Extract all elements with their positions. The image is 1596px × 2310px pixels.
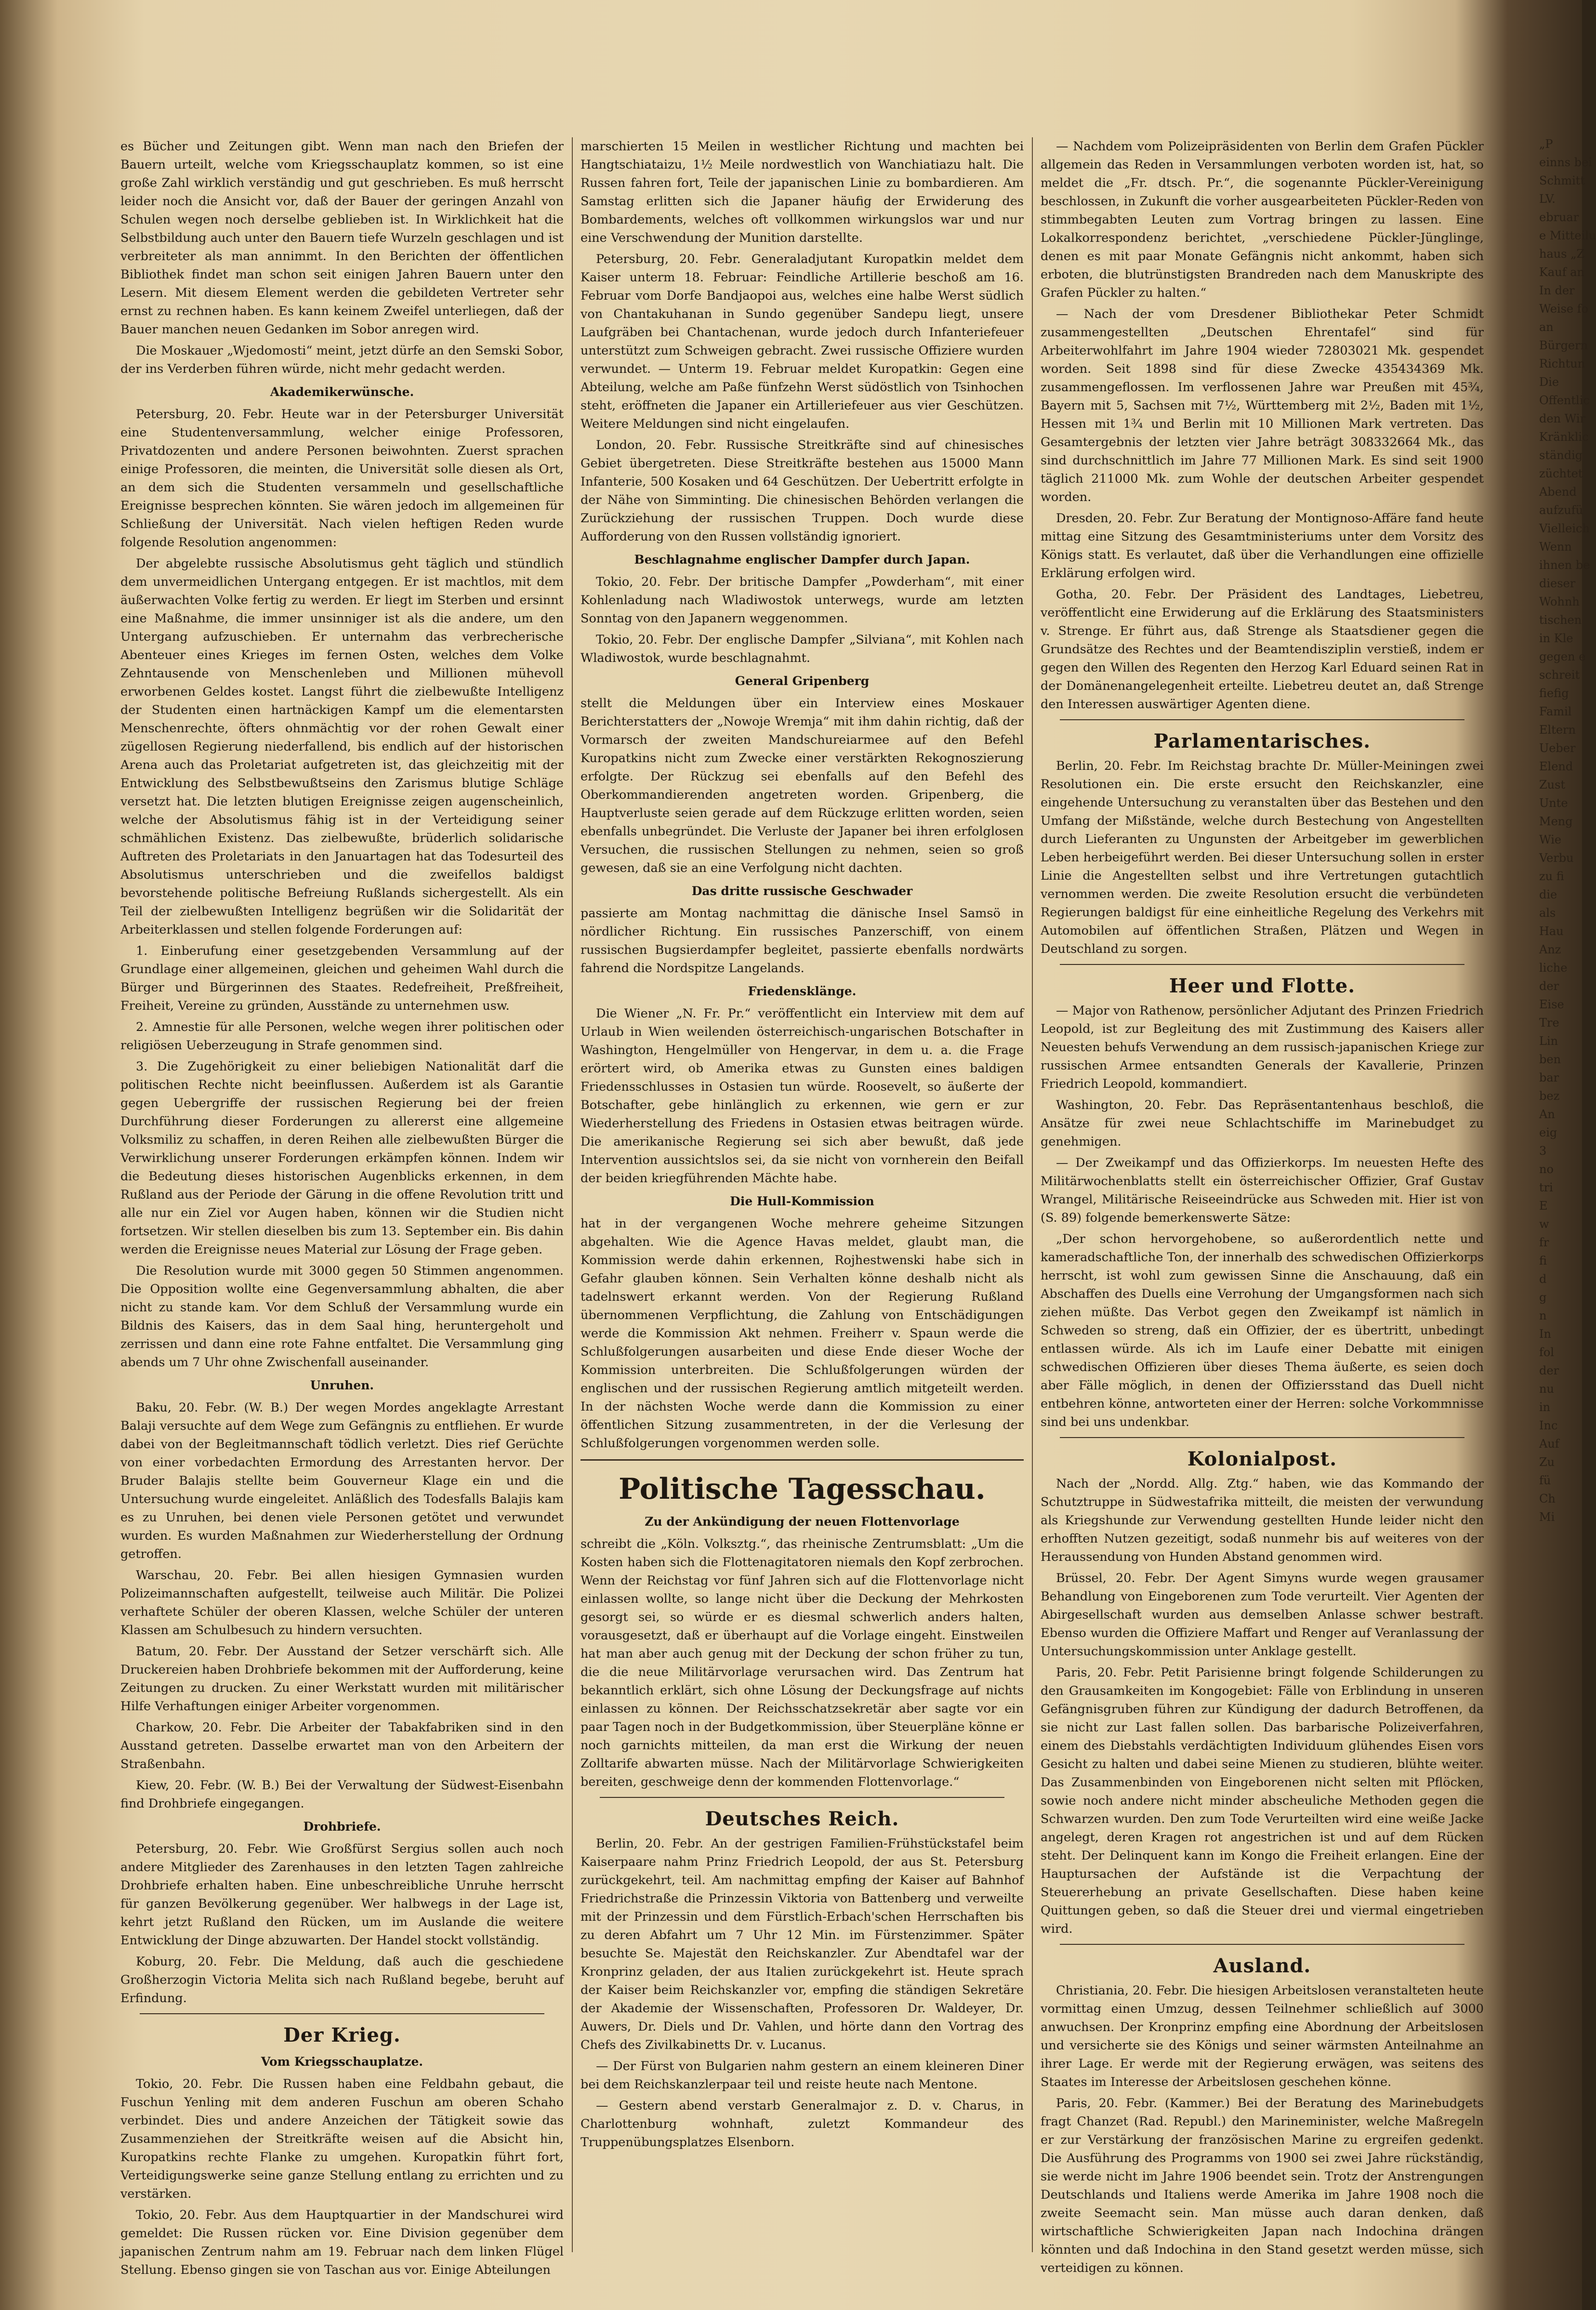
paragraph: Tokio, 20. Febr. Die Russen haben eine Feldbahn gebaut, die Fuschun Yenling mit dem anderen Fuschun am oberen Schaho verbindet. Dies und andere Anzeichen der Tätigkeit sowie das Zusammenziehen der Streitkräfte weisen auf die Absicht hin, Kuropatkins rechte Flanke zu umgehen. Kuropatkin führt fort, Verteidigungswerke seine ganze Stellung entlang zu errichten und zu verstärken. (120, 2077, 564, 2201)
subheading-beschlagnahme: Beschlagnahme englischer Dampfer durch Japan. (634, 553, 970, 567)
adjacent-page-line: e Mitteilu (1539, 229, 1596, 242)
subheading-hull-kommission: Die Hull-Kommission (730, 1194, 874, 1208)
adjacent-page-line: In der (1539, 284, 1575, 297)
paragraph: Paris, 20. Febr. Petit Parisienne bringt folgende Schilderungen zu den Grausamkeiten im Kongogebiet: Fälle von Erblindung in unseren Gefängnisgruben führen zur Kündigung der dadurch Betroffenen, da sie nicht zur Last fallen sollen. Das barbarische Polizeiverfahren, einem des Diebstahls verdächtigten Individuum glühendes Eisen vors Gesicht zu halten und dabei seine Mienen zu studieren, blühte weiter. Das Zusammenbinden von Eingeborenen nicht selten mit Pflöcken, sowie noch andere nicht minder abscheuliche Methoden gegen die Schwarzen wurden. Den zum Tode Verurteilten wird eine weiße Jacke angelegt, deren Kragen rot angestrichen ist und auf dem Rücken steht. Der Delinquent kann im Kongo die Freiheit erlangen. Eine der Hauptursachen der Aufstände ist die Verpachtung der Steuererhebung an private Gesellschaften. Diese haben keine Quittungen geben, so daß die Steuer drei und viermal eingetrieben wird. (1041, 1665, 1484, 1936)
adjacent-page-line: Richtun (1539, 357, 1585, 370)
paragraph: — Nachdem vom Polizeipräsidenten von Berlin dem Grafen Pückler allgemein das Reden in Versammlungen verboten worden ist, hat, so meldet die „Fr. dtsch. Pr.“, die sogenannte Pückler-Vereinigung beschlossen, in Zukunft die vorher ausgearbeiteten Pückler-Reden von stimmbegabten Leuten zum Vortrag bringen zu lassen. Eine Lokalkorrespondenz berichtet, „verschiedene Pückler-Jünglinge, denen es mit paar Monate Gefängnis nicht ankommt, haben sich erboten, die blutrünstigsten Brandreden nach dem Manuskripte des Grafen Pückler zu halten.“ (1041, 139, 1484, 300)
adjacent-page-line: Ueber (1539, 741, 1576, 755)
paragraph: „Der schon hervorgehobene, so außerordentlich nette und kameradschaftliche Ton, der innerhalb des schwedischen Offizierkorps herrscht, ist wohl zum gewissen Sinne die Anschauung, daß ein Abschaffen des Duells eine Verrohung der Umgangsformen nach sich ziehen müßte. Das Verbot gegen den Zweikampf ist nämlich in Schweden so streng, daß ein Offizier, der es übertritt, unbedingt entlassen würde. Als ich im Laufe einer Debatte mit einigen schwedischen Offizieren über dieses Thema äußerte, es seien doch aber Fälle möglich, in denen der Offiziersstand das Duell nicht entbehren könne, antworteten einer der Herren: solche Vorkommnisse sind bei uns undenkbar. (1041, 1232, 1484, 1429)
paragraph: — Major von Rathenow, persönlicher Adjutant des Prinzen Friedrich Leopold, ist zur Begleitung des mit Zustimmung des Kaisers aller Neuesten behufs Verwendung an dem russisch-japanischen Kriege zur russischen Armee entsandten Generals der Kavallerie, Prinzen Friedrich Leopold, kommandiert. (1041, 1003, 1484, 1091)
adjacent-page-line: In (1539, 1327, 1551, 1341)
paragraph: — Der Fürst von Bulgarien nahm gestern an einem kleineren Diner bei dem Reichskanzlerpaar teil und reiste heute nach Mentone. (580, 2059, 1024, 2092)
adjacent-page-line: bar (1539, 1071, 1559, 1084)
paragraph: Charkow, 20. Febr. Die Arbeiter der Tabakfabriken sind in den Ausstand getreten. Dasselbe erwartet man von den Arbeitern der Straßenbahn. (120, 1720, 564, 1771)
adjacent-page-line: Kränklic (1539, 430, 1589, 444)
section-heading-kolonialpost: Kolonialpost. (1187, 1448, 1337, 1470)
adjacent-page-line: Wie (1539, 833, 1562, 846)
adjacent-page-line: Vielleich (1539, 522, 1590, 535)
adjacent-page-line: An (1539, 1108, 1555, 1121)
paragraph: 3. Die Zugehörigkeit zu einer beliebigen Nationalität darf die politischen Rechte nicht beeinflussen. Außerdem ist als Garantie gegen Uebergriffe der russischen Regierung bei der freien Durchführung dieser Forderungen zu allererst eine allgemeine Volksmiliz zu schaffen, in deren Reihen alle zielbewußten Bürger die Verwirklichung unserer Forderungen erkämpfen können. Indem wir die Bedeutung dieses historischen Augenblicks erkennen, in dem Rußland aus der Periode der Gärung in die offene Revolution tritt und alle nur ein Ziel vor Augen haben, können wir die Studien nicht fortsetzen. Wir stellen dieselben bis zum 13. September ein. Bis dahin werden die Ereignisse neues Material zur Lösung der Frage geben. (120, 1059, 564, 1257)
adjacent-page-line: Zu (1539, 1455, 1555, 1469)
divider (580, 1459, 1024, 1461)
paragraph: 1. Einberufung einer gesetzgebenden Versammlung auf der Grundlage einer allgemeinen, gleichen und geheimen Wahl durch die Bürger und Bürgerinnen des Staates. Redefreiheit, Preßfreiheit, Freiheit, Vereine zu gründen, Ausstände zu unternehmen usw. (120, 944, 564, 1013)
adjacent-page-line: in (1539, 1400, 1551, 1414)
paragraph: Kiew, 20. Febr. (W. B.) Bei der Verwaltung der Südwest-Eisenbahn find Drohbriefe eingegangen. (120, 1778, 564, 1811)
paragraph: Petersburg, 20. Febr. Heute war in der Petersburger Universität eine Studentenversammlung, welcher einige Professoren, Privatdozenten und andere Personen beiwohnten. Zuerst sprachen einige Professoren, die meinten, die Universität solle diesen als Ort, an dem sich die Studenten versammeln und gesellschaftliche Ereignisse besprechen könnten. Sie wären jedoch im allgemeinen für Schließung der Universität. Nach vielen heftigen Reden wurde folgende Resolution angenommen: (120, 407, 564, 550)
section-heading-politische-tagesschau: Politische Tagesschau. (619, 1472, 986, 1506)
subheading-drohbriefe: Drohbriefe. (303, 1820, 381, 1834)
adjacent-page-line: nu (1539, 1382, 1554, 1396)
section-heading-heer-und-flotte: Heer und Flotte. (1169, 975, 1356, 997)
adjacent-page-line: züchtet (1539, 467, 1583, 480)
section-heading-parlamentarisches: Parlamentarisches. (1153, 730, 1371, 752)
adjacent-page-line: Zust (1539, 778, 1566, 792)
adjacent-page-line: LV. (1539, 192, 1556, 206)
adjacent-page-line: Tre (1539, 1016, 1559, 1030)
adjacent-page-line: n (1539, 1309, 1547, 1322)
adjacent-page-line: der (1539, 1364, 1559, 1377)
adjacent-page-line: Weise fo (1539, 302, 1589, 316)
adjacent-page-line: E (1539, 1199, 1548, 1213)
adjacent-page-line: Verbu (1539, 851, 1574, 865)
paragraph: Der abgelebte russische Absolutismus geht täglich und stündlich dem unvermeidlichen Untergang entgegen. Er ist machtlos, mit dem äußerwachten Volke fertig zu werden. Er liegt im Sterben und ersinnt eine Maßnahme, die immer unsinniger ist als die andere, um den Untergang aufzuschieben. Er unternahm das verbrecherische Abenteuer eines Krieges im fernen Osten, welches dem Volke Zehntausende von Menschenleben und Millionen mühevoll erworbenen Geldes kostet. Langst führt die zielbewußte Intelligenz der Studenten einen hartnäckigen Kampf um die elementarsten Menschenrechte, öfters ohnmächtig vor der rohen Gewalt einer zügellosen Regierung niederfallend, bis endlich auf der historischen Arena auch das Proletariat aufgetreten ist, das gleichzeitig mit der Entwicklung des Selbstbewußtseins den Zarismus blutige Schläge versetzt hat. Die letzten blutigen Ereignisse zeigen augenscheinlich, welche der Absolutismus fähig ist in der Verteidigung seiner schmählichen Existenz. Das zielbewußte, brüderlich solidarische Auftreten des Proletariats in den Januartagen hat das Todesurteil des Absolutismus unterschrieben und die zweifellos baldigst bevorstehende politische Befreiung Rußlands sichergestellt. Als ein Teil der zielbewußten Intelligenz begrüßen wir die Solidarität der Arbeiterklassen und stellen folgende Forderungen auf: (120, 556, 564, 937)
adjacent-page-line: Die (1539, 375, 1559, 389)
adjacent-page-line: dieser (1539, 577, 1576, 590)
divider (1060, 719, 1464, 720)
adjacent-page-fragment (1539, 135, 1596, 2264)
paragraph: stellt die Meldungen über ein Interview eines Moskauer Berichterstatters der „Nowoje Wremja“ mit ihm dahin richtig, daß der Vormarsch der zweiten Mandschureiarmee auf den Befehl Kuropatkins nicht zum Zwecke einer verstärkten Rekognoszierung erfolgte. Der Rückzug sei ebenfalls auf den Befehl des Oberkommandierenden angetreten worden. Gripenberg, die Hauptverluste seien gerade auf dem Rückzuge erlitten worden, seien ebenfalls unbegründet. Die Verluste der Japaner bei ihren erfolglosen Versuchen, die russischen Stellungen zu nehmen, seien so groß gewesen, daß sie an eine Verfolgung nicht dachten. (580, 696, 1024, 875)
paragraph: Tokio, 20. Febr. Der britische Dampfer „Powderham“, mit einer Kohlenladung nach Wladiwostok unterwegs, wurde am letzten Sonntag von den Japanern weggenommen. (580, 575, 1024, 626)
paragraph: 2. Amnestie für alle Personen, welche wegen ihrer politischen oder religiösen Ueberzeugung in Strafe genommen sind. (120, 1020, 564, 1053)
adjacent-page-line: der (1539, 979, 1559, 993)
adjacent-page-line: fü (1539, 1474, 1551, 1487)
subheading-unruhen: Unruhen. (310, 1378, 374, 1392)
adjacent-page-line: Lin (1539, 1034, 1558, 1048)
section-heading-krieg: Der Krieg. (283, 2024, 401, 2046)
adjacent-page-line: Ch (1539, 1492, 1556, 1505)
paragraph: marschierten 15 Meilen in westlicher Richtung und machten bei Hangtschiataizu, 1½ Meile nordwestlich von Wanchiatiazu halt. Die Russen fahren fort, Teile der japanischen Linie zu bombardieren. Am Samstag erlitten sich die Japaner häufig der Erwiderung des Bombardements, welches oft vollkommen wirkungslos war und nur eine Verschwendung der Munition darstellte. (580, 139, 1024, 245)
adjacent-page-line: Abend (1539, 485, 1577, 499)
adjacent-page-line: ihnen be (1539, 558, 1590, 572)
adjacent-page-line: Eise (1539, 998, 1564, 1011)
adjacent-page-line: w (1539, 1217, 1549, 1231)
divider (1060, 1944, 1464, 1945)
paragraph: Berlin, 20. Febr. Im Reichstag brachte Dr. Müller-Meiningen zwei Resolutionen ein. Die erste ersucht den Reichskanzler, eine eingehende Untersuchung zu veranstalten über das Bestehen und den Umfang der Mißstände, welche durch Bestechung von Angestellten durch Lieferanten zu Ungunsten der Arbeitgeber im gewerblichen Leben herbeigeführt werden. Bei dieser Untersuchung sollen in erster Linie die Angestellten selbst und ihre Vertretungen gutachtlich vernommen werden. Die zweite Resolution ersucht die verbündeten Regierungen baldigst für eine einheitliche Regelung des Verkehrs mit Automobilen auf öffentlichen Straßen, Plätzen und Wegen in Deutschland zu sorgen. (1041, 759, 1484, 956)
adjacent-page-line: Unte (1539, 796, 1568, 810)
adjacent-page-line: ben (1539, 1053, 1561, 1066)
paragraph: Christiania, 20. Febr. Die hiesigen Arbeitslosen veranstalteten heute vormittag einen Umzug, dessen Teilnehmer schließlich auf 3000 anwuchsen. Der Kronprinz empfing eine Abordnung der Arbeitslosen und versicherte sie des Königs und seiner wärmsten Anteilnahme an ihrer Lage. Er werde mit der Regierung erwägen, was seitens des Staates im Interesse der Arbeitslosen geschehen könne. (1041, 1983, 1484, 2089)
subheading-gripenberg: General Gripenberg (735, 674, 870, 688)
paragraph: Die Moskauer „Wjedomosti“ meint, jetzt dürfe an den Semski Sobor, der ins Verderben führen würde, nicht mehr gedacht werden. (120, 343, 564, 376)
subheading-kriegsschauplatz: Vom Kriegsschauplatze. (261, 2055, 423, 2069)
adjacent-page-line: no (1539, 1162, 1554, 1176)
paragraph: — Der Zweikampf und das Offizierkorps. Im neuesten Hefte des Militärwochenblatts stellt ein österreichischer Offizier, Graf Gustav Wrangel, Militärische Reiseeindrücke aus Schweden mit. Hier ist von (S. 89) folgende bemerkenswerte Sätze: (1041, 1156, 1484, 1225)
adjacent-page-line: gegen e (1539, 650, 1586, 663)
paragraph: hat in der vergangenen Woche mehrere geheime Sitzungen abgehalten. Wie die Agence Havas meldet, glaubt man, die Kommission werde dahin erkennen, Rojhestwenski habe sich in Gefahr glauben können. Sein Verhalten könne deshalb nicht als tadelnswert erkannt werden. Von der Regierung Rußland übernommenen Verpflichtung, die Zahlung von Entschädigungen werde die Kommission Akt nehmen. Freiherr v. Spaun werde die Schlußfolgerungen ausarbeiten und diese Ende dieser Woche der Kommission unterbreiten. Die Schlußfolgerungen würden der englischen und der russischen Regierung amtlich mitgeteilt werden. In der nächsten Woche werde dann die Kommission zu einer öffentlichen Sitzung zusammentreten, in der die Verlesung der Schlußfolgerungen vorgenommen werden solle. (580, 1216, 1024, 1451)
adjacent-page-line: die (1539, 888, 1557, 901)
adjacent-page-line: fiefig (1539, 686, 1569, 700)
adjacent-page-line: eig (1539, 1126, 1557, 1139)
adjacent-page-line: 3 (1539, 1144, 1547, 1158)
adjacent-page-line: bez (1539, 1089, 1560, 1103)
paragraph: — Gestern abend verstarb Generalmajor z. D. v. Charus, in Charlottenburg wohnhaft, zuletzt Kommandeur des Truppenübungsplatzes Elsenborn. (580, 2099, 1024, 2150)
adjacent-page-line: Elend (1539, 760, 1573, 773)
subheading-flottenvorlage: Zu der Ankündigung der neuen Flottenvorlage (645, 1515, 960, 1529)
divider (600, 1797, 1004, 1798)
paragraph: Dresden, 20. Febr. Zur Beratung der Montignoso-Affäre fand heute mittag eine Sitzung des Gesamtministeriums unter dem Vorsitz des Königs statt. Es verlautet, daß über die Verhandlungen eine offizielle Erklärung erfolgen wird. (1041, 511, 1484, 581)
adjacent-page-line: fi (1539, 1254, 1547, 1267)
column-1 (120, 137, 564, 2277)
adjacent-page-line: ebruar (1539, 211, 1579, 224)
subheading-akademikerwuensche: Akademikerwünsche. (270, 385, 414, 399)
adjacent-page-line: g (1539, 1291, 1547, 1304)
newspaper-sheet (120, 137, 1484, 2277)
adjacent-page-line: Famil (1539, 705, 1572, 718)
paragraph: Baku, 20. Febr. (W. B.) Der wegen Mordes angeklagte Arrestant Balaji versuchte auf dem Wege zum Gefängnis zu entfliehen. Er wurde dabei von der Begleitmannschaft tödlich verletzt. Dies rief Gerüchte von einer vorbedachten Ermordung des Arrestanten hervor. Der Bruder Balajis stellte beim Gouverneur Klage ein und die Untersuchung wurde eingeleitet. Anläßlich des Todesfalls Balajis kam es zu Unruhen, bei denen viele Personen getötet und verwundet wurden. Es wurden Maßnahmen zur Wiederherstellung der Ordnung getroffen. (120, 1400, 564, 1561)
adjacent-page-line: fol (1539, 1346, 1555, 1359)
paragraph: es Bücher und Zeitungen gibt. Wenn man nach den Briefen der Bauern urteilt, welche vom Kriegsschauplatz kommen, so ist eine große Zahl wirklich verständig und gut geschrieben. Es muß herrscht leider noch die Ansicht vor, daß der Bauer der geringen Anzahl von Schulen wegen noch derselbe geblieben ist. In Wirklichkeit hat die Selbstbildung auch unter den Bauern tiefe Wurzeln geschlagen und ist verbreiteter als man annimmt. In den Berichten der öffentlichen Bibliothek findet man schon seit einigen Jahren Bauern unter den Lesern. Mit diesem Element werden die gebildeten Vertreter sehr ernst zu rechnen haben. Es kann keinem Zweifel unterliegen, daß der Bauer manchen neuen Gedanken im Sobor anregen wird. (120, 139, 564, 337)
adjacent-page-line: fr (1539, 1236, 1549, 1249)
column-rule-2 (1032, 137, 1033, 2252)
adjacent-page-line: Anz (1539, 943, 1561, 956)
paragraph: Berlin, 20. Febr. An der gestrigen Familien-Frühstückstafel beim Kaiserpaare nahm Prinz Friedrich Leopold, der aus St. Petersburg zurückgekehrt, teil. Am nachmittag empfing der Kaiser auf Bahnhof Friedrichstraße die Prinzessin Viktoria von Battenberg und verweilte mit der Prinzessin und dem Fürstlich-Erbach'schen Herrschaften bis zu deren Abfahrt um 7 Uhr 12 Min. im Fürstenzimmer. Später besuchte Se. Majestät den Reichskanzler. Zur Abendtafel war der Kronprinz geladen, der aus Italien zurückgekehrt ist. Heute sprach der Kaiser beim Reichskanzler vor, empfing die ständigen Sekretäre der Akademie der Wissenschaften, Professoren Dr. Waldeyer, Dr. Auwers, Dr. Diels und Dr. Vahlen, und hörte dann den Vortrag des Chefs des Zivilkabinetts Dr. v. Lucanus. (580, 1836, 1024, 2052)
section-heading-ausland: Ausland. (1213, 1954, 1311, 1977)
paragraph: schreibt die „Köln. Volksztg.“, das rheinische Zentrumsblatt: „Um die Kosten haben sich die Flottenagitatoren niemals den Kopf zerbrochen. Wenn der Reichstag vor fünf Jahren sich auf die Flottenvorlage nicht einlassen wollte, so lange nicht über die Deckung der Mehrkosten gesorgt sei, so würde er es diesmal schwerlich anders halten, vorausgesetzt, daß er überhaupt auf die Vorlage eingeht. Einstweilen hat man aber auch genug mit der Deckung der schon früher zu tun, die die neue Militärvorlage verursachen wird. Das Zentrum hat bekanntlich erklärt, sich ohne Lösung der Deckungsfrage auf nichts einlassen zu können. Der Reichsschatzsekretär aber sagte vor ein paar Tagen noch in der Budgetkommission, über Steuerpläne könne er noch garnichts mitteilen, da man erst die Wirkung der neuen Zolltarife abwarten müsse. Nach der Militärvorlage Schwierigkeiten bereiten, geschweige denn der kommenden Flottenvorlage.“ (580, 1537, 1024, 1789)
paragraph: Washington, 20. Febr. Das Repräsentantenhaus beschloß, die Ansätze für zwei neue Schlachtschiffe im Marinebudget zu genehmigen. (1041, 1098, 1484, 1149)
adjacent-page-line: einns bei (1539, 156, 1592, 169)
adjacent-page-line: Offentlic (1539, 394, 1590, 407)
paragraph: Warschau, 20. Febr. Bei allen hiesigen Gymnasien wurden Polizeimannschaften aufgestellt, teilweise auch Militär. Die Polizei verhaftete Schüler der oberen Klassen, welche Schüler der unteren Klassen am Schulbesuch zu hindern versuchten. (120, 1568, 564, 1637)
subheading-friedensklaenge: Friedensklänge. (748, 984, 857, 998)
adjacent-page-line: tischen (1539, 613, 1582, 627)
adjacent-page-line: Hau (1539, 924, 1564, 938)
adjacent-page-line: ständig (1539, 449, 1583, 462)
adjacent-page-line: als (1539, 906, 1556, 920)
column-rule-1 (572, 137, 573, 2252)
adjacent-page-line: liche (1539, 961, 1568, 975)
paragraph: passierte am Montag nachmittag die dänische Insel Samsö in nördlicher Richtung. Ein russisches Panzerschiff, von einem russischen Bugsierdampfer begleitet, passierte ebenfalls nordwärts fahrend die Nordspitze Langelands. (580, 906, 1024, 976)
divider (1060, 1437, 1464, 1438)
paragraph: Koburg, 20. Febr. Die Meldung, daß auch die geschiedene Großherzogin Victoria Melita sich nach Rußland begebe, beruht auf Erfindung. (120, 1954, 564, 2006)
divider (140, 2013, 544, 2014)
paragraph: Die Wiener „N. Fr. Pr.“ veröffentlicht ein Interview mit dem auf Urlaub in Wien weilenden österreichisch-ungarischen Botschafter in Washington, Hengelmüller von Hengervar, in dem u. a. die Frage erörtert wird, ob Amerika etwas zu Gunsten eines baldigen Friedensschlusses in Ostasien tun würde. Roosevelt, so äußerte der Botschafter, gebe hinlänglich zu erkennen, wie gern er zur Wiederherstellung des Friedens in Ostasien etwas beitragen würde. Die amerikanische Regierung sei sich aber bewußt, daß jede Intervention aussichtslos sei, da sie nicht von vornherein den Beifall der beiden kriegführenden Mächte habe. (580, 1006, 1024, 1186)
adjacent-page-line: tri (1539, 1181, 1553, 1194)
paragraph: London, 20. Febr. Russische Streitkräfte sind auf chinesisches Gebiet übergetreten. Diese Streitkräfte bestehen aus 15000 Mann Infanterie, 500 Kosaken und 64 Geschützen. Der Uebertritt erfolgte in der Nähe von Simminting. Die chinesischen Behörden verlangen die Zurückziehung der russischen Truppen. Doch wurde diese Aufforderung von den Russen vollständig ignoriert. (580, 438, 1024, 544)
adjacent-page-line: Kauf an (1539, 265, 1584, 279)
adjacent-page-line: Wohnh (1539, 595, 1580, 608)
adjacent-page-line: schreit (1539, 668, 1580, 682)
adjacent-page-line: Wenn (1539, 540, 1572, 554)
paragraph: Tokio, 20. Febr. Der englische Dampfer „Silviana“, mit Kohlen nach Wladiwostok, wurde beschlagnahmt. (580, 633, 1024, 665)
column-2 (580, 137, 1024, 2252)
adjacent-page-line: aufzufü (1539, 503, 1583, 517)
adjacent-page-line: zu fi (1539, 870, 1564, 883)
adjacent-page-line: Schmitt (1539, 174, 1585, 187)
adjacent-page-line: Bürgern (1539, 339, 1588, 352)
paragraph: Nach der „Nordd. Allg. Ztg.“ haben, wie das Kommando der Schutztruppe in Südwestafrika mitteilt, die meisten der verwundung als Kriegshunde zur Verwendung gestellten Hunde leider nicht den erhofften Nutzen gezeitigt, sodaß nunmehr bis auf weiteres von der Heraussendung von Hunden Abstand genommen wird. (1041, 1477, 1484, 1564)
paragraph: Petersburg, 20. Febr. Wie Großfürst Sergius sollen auch noch andere Mitglieder des Zarenhauses in den letzten Tagen zahlreiche Drohbriefe erhalten haben. Eine unbeschreibliche Unruhe herrscht für ganzen Bevölkerung gegenüber. Wer halbwegs in der Lage ist, kehrt jetzt Rußland den Rücken, um im Auslande die weitere Entwicklung der Dinge abzuwarten. Der Handel stockt vollständig. (120, 1842, 564, 1948)
paragraph: Petersburg, 20. Febr. Generaladjutant Kuropatkin meldet dem Kaiser unterm 18. Februar: Feindliche Artillerie beschoß am 16. Februar vom Dorfe Bandjaopoi aus, welches eine halbe Werst südlich von Chantakuhanan in Sundo gegenüber Sandepu liegt, unsere Laufgräben bei Chantachenan, wurde jedoch durch Infanteriefeuer unterstützt zum Schweigen gebracht. Zwei russische Offiziere wurden verwundet. — Unterm 19. Februar meldet Kuropatkin: Gegen eine Abteilung, welche am Paße fünfzehn Werst südöstlich von Tsinhochen steht, eröffneten die Japaner ein Artilleriefeuer aus vier Geschützen. Weitere Meldungen sind nicht eingelaufen. (580, 252, 1024, 431)
adjacent-page-line: Mi (1539, 1510, 1555, 1524)
paragraph: Tokio, 20. Febr. Aus dem Hauptquartier in der Mandschurei wird gemeldet: Die Russen rücken vor. Eine Division gegenüber dem japanischen Zentrum nahm am 19. Februar nach dem linken Flügel Stellung. Ebenso gingen sie von Taschan aus vor. Einige Abteilungen (120, 2208, 564, 2277)
paragraph: Batum, 20. Febr. Der Ausstand der Setzer verschärft sich. Alle Druckereien haben Drohbriefe bekommen mit der Aufforderung, keine Zeitungen zu drucken. Zu einer Werkstatt wurden mit militärischer Hilfe Verhaftungen einiger Arbeiter vorgenommen. (120, 1644, 564, 1714)
paragraph: Paris, 20. Febr. (Kammer.) Bei der Beratung des Marinebudgets fragt Chanzet (Rad. Republ.) den Marineminister, welche Maßregeln er zur Verstärkung der französischen Marine zu ergreifen gedenkt. Die Ausführung des Programms von 1900 sei zwei Jahre rückständig, sie werde nicht im Jahre 1906 beendet sein. Trotz der Anstrengungen Deutschlands und Italiens werde Amerika im Jahre 1908 noch die zweite Seemacht sein. Man müsse auch daran denken, daß wirtschaftliche Schwierigkeiten Japan nach Indochina drängen könnten und daß Indochina in den Stand gesetzt werden müsse, sich verteidigen zu können. (1041, 2096, 1484, 2275)
adjacent-page-line: den Wir (1539, 412, 1586, 425)
section-heading-deutsches-reich: Deutsches Reich. (705, 1808, 899, 1830)
paragraph: Die Resolution wurde mit 3000 gegen 50 Stimmen angenommen. Die Opposition wollte eine Gegenversammlung abhalten, die aber nicht zu stande kam. Vor dem Schluß der Versammlung wurde ein Bildnis des Kaisers, das in dem Saal hing, heruntergeholt und zerrissen und dann eine rote Fahne entfaltet. Die Versammlung ging abends um 7 Uhr ohne Zwischenfall auseinander. (120, 1264, 564, 1370)
column-3 (1041, 137, 1484, 2275)
adjacent-page-line: haus „Z (1539, 247, 1585, 261)
subheading-geschwader: Das dritte russische Geschwader (691, 884, 913, 898)
adjacent-page-line: an (1539, 320, 1554, 334)
paragraph: — Nach der vom Dresdener Bibliothekar Peter Schmidt zusammengestellten „Deutschen Ehrentafel“ sind für Arbeiterwohlfahrt im Jahre 1904 wieder 72803021 Mk. gespendet worden. Seit 1898 sind für diese Zwecke 435434369 Mk. zusammengeflossen. Im verflossenen Jahre war Preußen mit 45¾, Bayern mit 5, Sachsen mit 7½, Württemberg mit 2½, Baden mit 1½, Hessen mit 1¾ und Berlin mit 10 Millionen Mark vertreten. Das Gesamtergebnis der letzten vier Jahre beträgt 308332664 Mk., das sind durchschnittlich im Jahre 77 Millionen Mark. Es sind seit 1900 täglich 211000 Mk. zum Wohle der deutschen Arbeiter gespendet worden. (1041, 307, 1484, 504)
adjacent-page-line: Inc (1539, 1419, 1558, 1432)
paragraph: Gotha, 20. Febr. Der Präsident des Landtages, Liebetreu, veröffentlicht eine Erwiderung auf die Erklärung des Staatsministers v. Strenge. Er führt aus, daß Strenge als Staatsdiener gegen die Grundsätze des Rechtes und der Beamtendisziplin verstieß, indem er gegen den Willen des Regenten den Herzog Karl Eduard seinen Rat in der Domänenangelegenheit erteilte. Liebetreu deutet an, daß Strenge den Interessen auswärtiger Agenten diene. (1041, 587, 1484, 712)
paragraph: Brüssel, 20. Febr. Der Agent Simyns wurde wegen grausamer Behandlung von Eingeborenen zum Tode verurteilt. Vier Agenten der Abirgesellschaft wurden aus demselben Anlasse schwer bestraft. Ebenso wurden die Offiziere Maffart und Renger auf Veranlassung der Untersuchungskommission unter Anklage gestellt. (1041, 1571, 1484, 1659)
adjacent-page-line: Auf (1539, 1437, 1559, 1451)
divider (1060, 964, 1464, 965)
adjacent-page-line: „P (1539, 137, 1553, 151)
adjacent-page-line: d (1539, 1272, 1547, 1286)
adjacent-page-line: Meng (1539, 815, 1573, 828)
adjacent-page-line: in Kle (1539, 632, 1573, 645)
adjacent-page-line: Eltern (1539, 723, 1576, 737)
